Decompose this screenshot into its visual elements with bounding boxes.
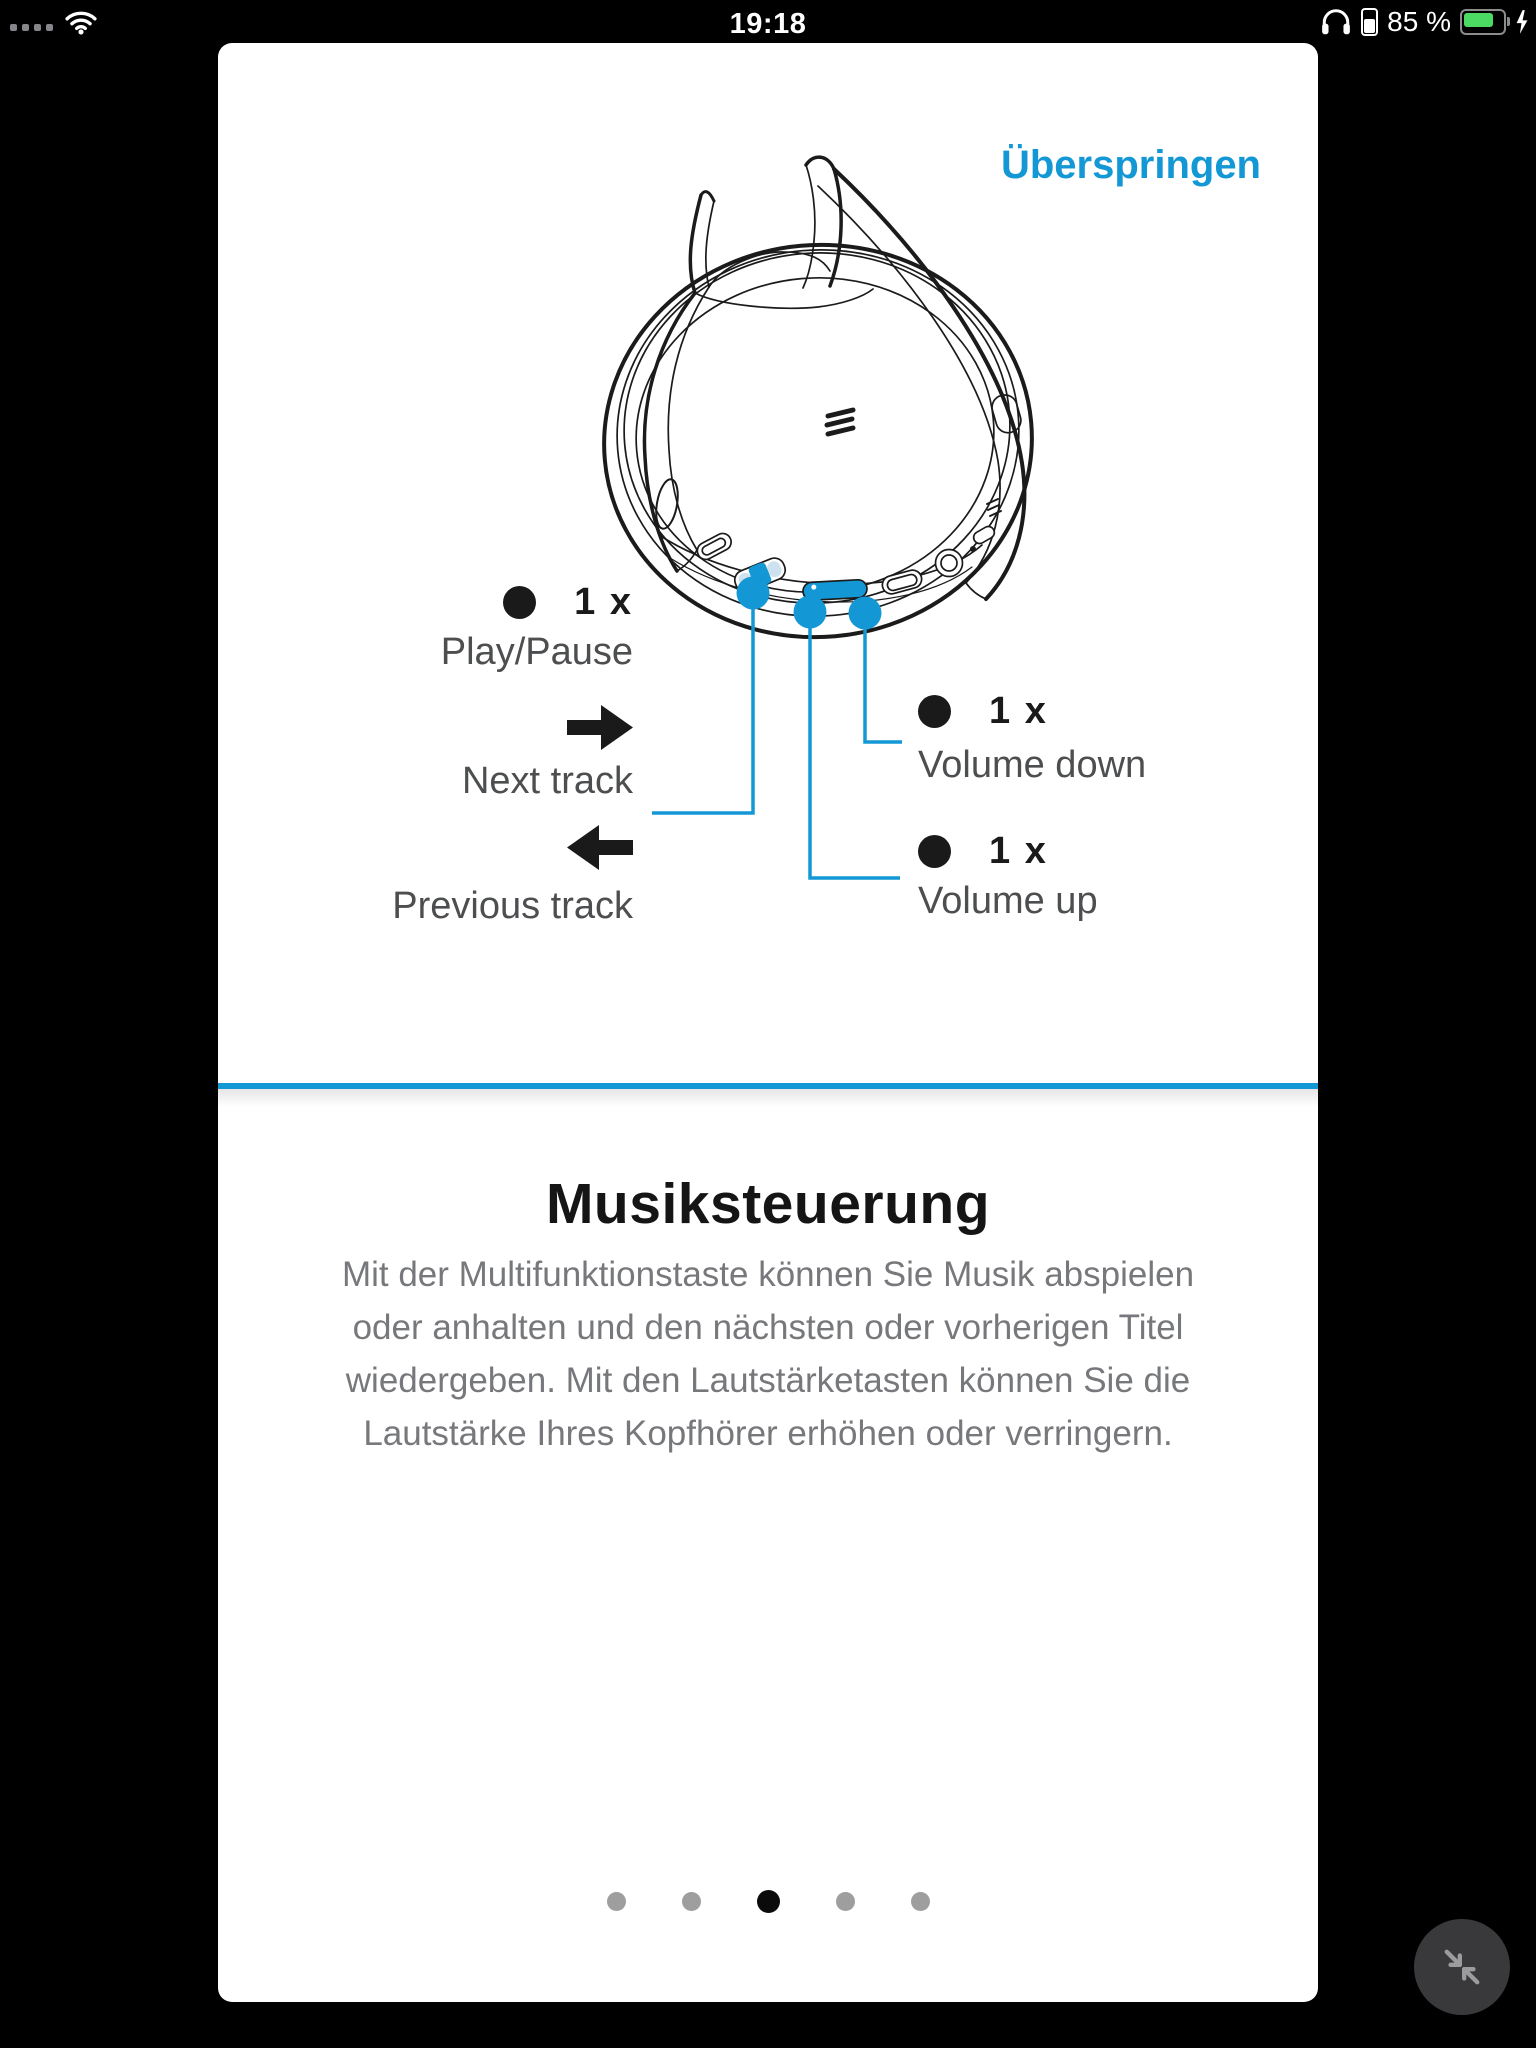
- page-dot-active[interactable]: [757, 1890, 780, 1913]
- battery-percent: 85 %: [1387, 6, 1451, 37]
- status-time: 19:18: [729, 8, 807, 40]
- page-dot[interactable]: [607, 1892, 626, 1911]
- status-bar-right: [1320, 0, 1528, 44]
- play-pause-count: 1 x: [574, 580, 633, 623]
- volume-up-label: Volume up: [918, 880, 1098, 922]
- headphones-icon: [1320, 7, 1352, 37]
- page-indicator: [218, 1888, 1318, 1914]
- battery-icon: [1460, 9, 1506, 35]
- volume-up-callout-line: [810, 612, 900, 878]
- headphones-battery-fill: [1364, 19, 1375, 33]
- previous-track-label: Previous track: [392, 885, 633, 927]
- collapse-button[interactable]: [1414, 1919, 1510, 2015]
- led-dot: [970, 546, 976, 552]
- page-description: Mit der Multifunktionstaste können Sie Musik abspielen oder anhalten und den nächsten oder vorherigen Titel wiedergeben. Mit den Lautstärketasten können Sie die Lautstärke Ihres Kopfhörer erhöhen oder verringern.: [341, 1255, 1195, 1453]
- onboarding-card: [218, 43, 1318, 2002]
- power-button: [936, 550, 963, 577]
- tap-count-bullet: [503, 586, 536, 619]
- volume-up-count-row: [918, 829, 1048, 872]
- tap-count-bullet: [918, 835, 951, 868]
- status-bar: [0, 0, 1536, 44]
- play-pause-label: Play/Pause: [440, 631, 633, 673]
- page-dot[interactable]: [836, 1892, 855, 1911]
- tap-count-bullet: [918, 695, 951, 728]
- volume-down-count: 1 x: [989, 689, 1048, 732]
- volume-up-count: 1 x: [989, 829, 1048, 872]
- multifunction-marker-dot: [737, 577, 770, 610]
- next-track-arrow-icon: [567, 705, 633, 750]
- volume-down-marker-dot: [849, 597, 882, 630]
- divider-shadow: [218, 1089, 1318, 1107]
- next-track-label: Next track: [461, 760, 633, 802]
- page-title: Musiksteuerung: [545, 1172, 991, 1236]
- previous-track-arrow-icon: [567, 825, 633, 870]
- battery-nub: [1507, 17, 1510, 26]
- headphones-battery-icon: [1361, 8, 1378, 36]
- volume-up-marker-dot: [794, 596, 827, 629]
- charging-bolt-icon: [1515, 10, 1528, 34]
- play-pause-count-row: [503, 580, 633, 623]
- volume-down-label: Volume down: [918, 744, 1147, 786]
- page-dot[interactable]: [682, 1892, 701, 1911]
- skip-button[interactable]: Überspringen: [1000, 143, 1261, 187]
- volume-down-count-row: [918, 689, 1048, 732]
- battery-fill: [1464, 13, 1493, 27]
- collapse-arrows-icon: [1437, 1942, 1487, 1992]
- page-dot[interactable]: [911, 1892, 930, 1911]
- headphone-diagram: [218, 43, 1318, 1083]
